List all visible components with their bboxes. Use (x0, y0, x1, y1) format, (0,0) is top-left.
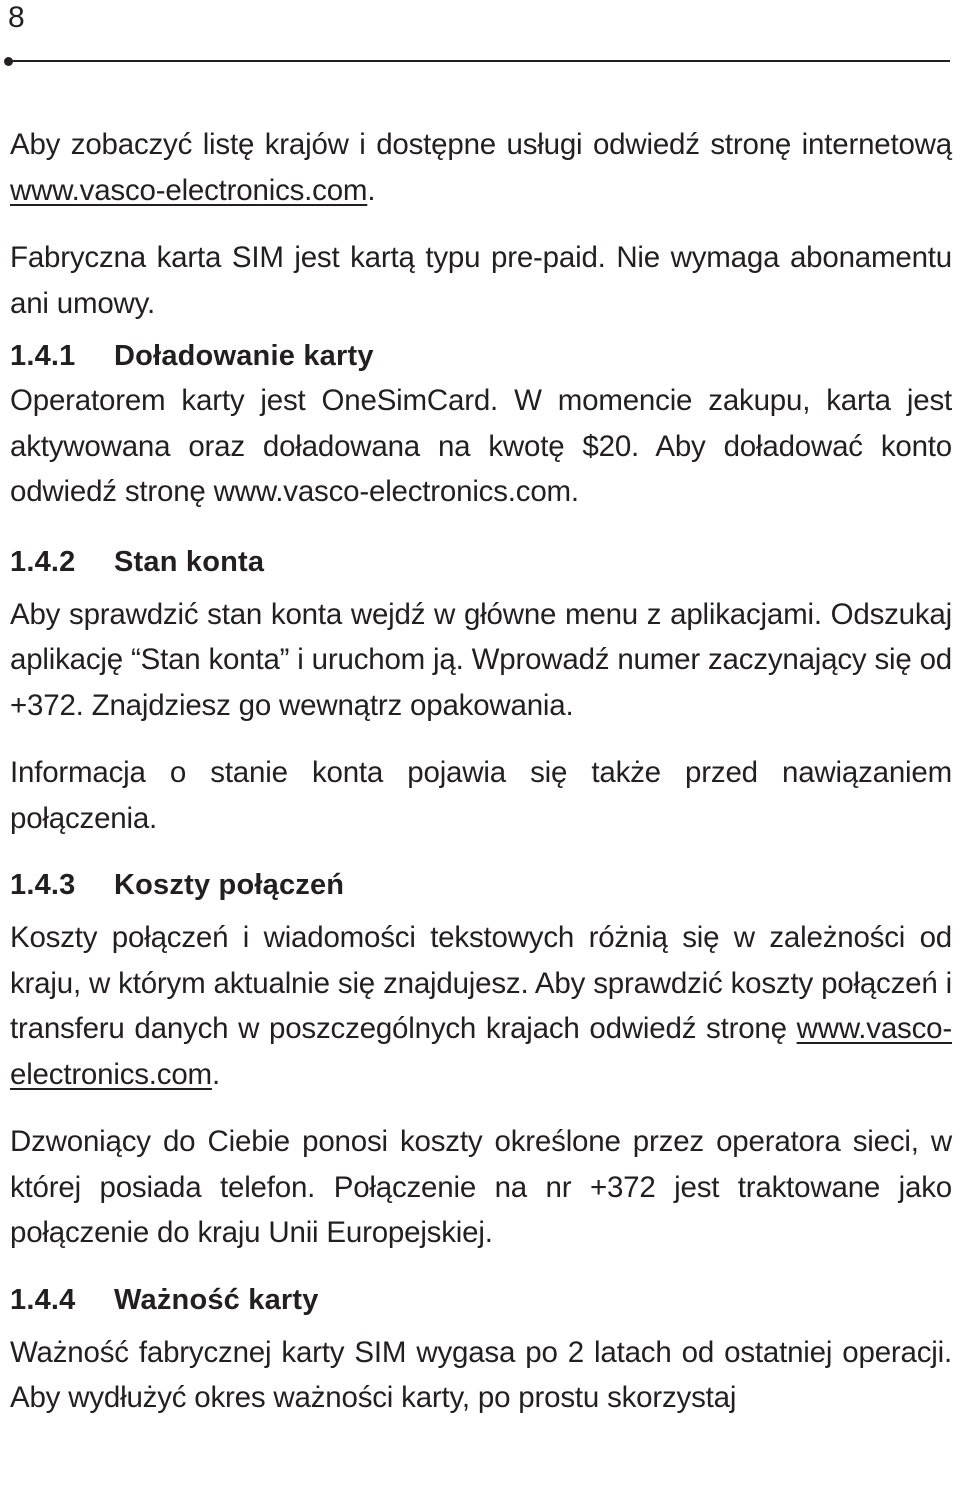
costs-paragraph-1-end: . (211, 1057, 220, 1091)
section-heading-recharge (10, 334, 952, 378)
section-number: 1.4.2 (10, 545, 76, 578)
section-number: 1.4.1 (10, 340, 76, 372)
section-heading-costs (10, 863, 952, 907)
intro-paragraph-1 (10, 122, 952, 213)
intro-paragraph-2: Fabryczna karta SIM jest kartą typu pre-paid. Nie wymaga abonamentu ani umowy. (10, 241, 952, 320)
balance-paragraph-2: Informacja o stanie konta pojawia się także przed nawiązaniem połączenia. (10, 756, 952, 835)
recharge-paragraph: Operatorem karty jest OneSimCard. W momencie zakupu, karta jest aktywowana oraz doładowana na kwotę $20. Aby doładować konto odwiedź stronę www.vasco-electronics.com. (10, 384, 952, 508)
costs-paragraph-1-text: Koszty połączeń i wiadomości tekstowych różnią się w zależności od kraju, w którym aktualnie się znajdujesz. Aby sprawdzić koszty połączeń i transferu danych w poszczególnych krajach odwiedź stronę (10, 921, 952, 1045)
header-rule (8, 60, 950, 62)
section-heading-validity (10, 1278, 952, 1322)
page-number: 8 (8, 1, 25, 34)
vasco-link-1[interactable]: www.vasco-electronics.com (10, 173, 368, 207)
section-number: 1.4.4 (10, 1283, 76, 1316)
document-body (10, 122, 952, 1421)
validity-paragraph: Ważność fabrycznej karty SIM wygasa po 2 latach od ostatniej operacji. Aby wydłużyć okres ważności karty, po prostu skorzystaj (10, 1335, 952, 1414)
section-title: Stan konta (114, 545, 265, 578)
section-title: Doładowanie karty (114, 340, 374, 372)
costs-paragraph-2: Dzwoniący do Ciebie ponosi koszty określone przez operatora sieci, w której posiada telefon. Połączenie na nr +372 jest traktowane jako połączenie do kraju Unii Europejskiej. (10, 1125, 952, 1249)
intro-paragraph-1-end: . (367, 173, 376, 207)
section-heading-balance (10, 540, 952, 584)
section-title: Koszty połączeń (114, 869, 345, 901)
costs-paragraph-1 (10, 915, 952, 1097)
intro-paragraph-1-text: Aby zobaczyć listę krajów i dostępne usługi odwiedź stronę internetową (10, 128, 952, 161)
vasco-link-2[interactable]: www.vasco-electronics.com (10, 1012, 952, 1091)
section-number: 1.4.3 (10, 869, 76, 901)
balance-paragraph-1: Aby sprawdzić stan konta wejdź w główne menu z aplikacjami. Odszukaj aplikację “Stan konta” i uruchom ją. Wprowadź numer zaczynający się od +372. Znajdziesz go wewnątrz opakowania. (10, 597, 952, 722)
section-title: Ważność karty (114, 1283, 319, 1316)
